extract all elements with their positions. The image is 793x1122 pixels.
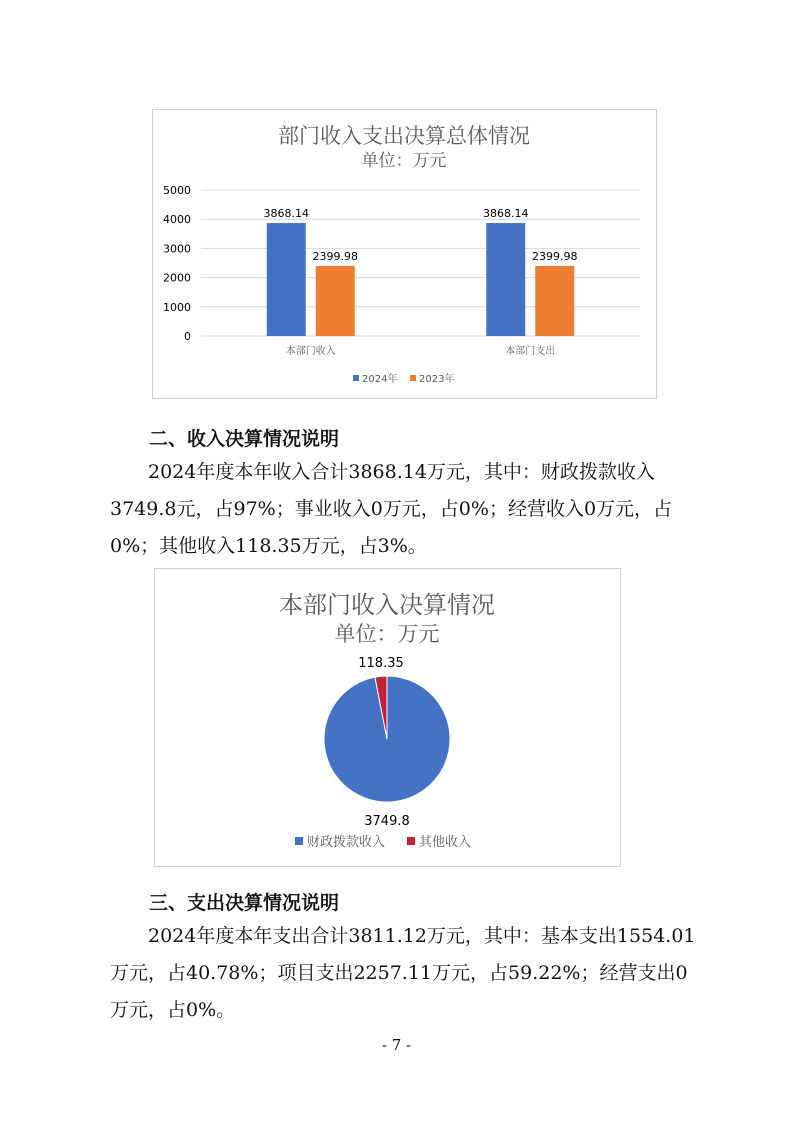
y-tick-label: 5000 xyxy=(163,184,191,197)
expense-paragraph: 2024年度本年支出合计3811.12万元，其中：基本支出1554.01万元，占40.78%；项目支出2257.11万元，占59.22%；经营支出0万元，占0%。 xyxy=(110,925,696,1021)
expense-section-heading: 三、支出决算情况说明 xyxy=(149,892,340,914)
chart-title: 部门收入支出决算总体情况 xyxy=(278,124,530,148)
legend-label: 财政拨款收入 xyxy=(307,835,386,850)
legend xyxy=(353,372,454,385)
y-axis-ticks xyxy=(163,184,191,343)
bar xyxy=(316,266,355,336)
income-breakdown-chart xyxy=(154,568,621,867)
bar xyxy=(535,266,574,336)
legend-swatch xyxy=(353,375,359,381)
x-category-label: 本部门收入 xyxy=(285,346,336,357)
income-section-heading: 二、收入决算情况说明 xyxy=(149,428,340,450)
legend-swatch xyxy=(295,837,303,845)
y-tick-label: 0 xyxy=(184,330,191,343)
pie-value-label: 3749.8 xyxy=(364,814,410,829)
x-axis-categories xyxy=(286,344,556,357)
legend-label: 其他收入 xyxy=(419,835,472,850)
bar xyxy=(486,223,525,336)
legend-label: 2023年 xyxy=(419,374,455,385)
bar-chart-svg xyxy=(153,110,656,398)
chart-subtitle: 单位：万元 xyxy=(334,622,440,646)
chart-title: 本部门收入决算情况 xyxy=(279,591,495,619)
legend-label: 2024年 xyxy=(362,374,398,385)
y-tick-label: 4000 xyxy=(163,213,191,227)
income-paragraph: 2024年度本年收入合计3868.14万元，其中：财政拨款收入3749.8元，占97%；事业收入0万元，占0%；经营收入0万元，占0%；其他收入118.35万元，占3%。 xyxy=(110,461,673,557)
bar-marks xyxy=(264,207,578,336)
legend xyxy=(295,834,471,850)
y-tick-label: 2000 xyxy=(163,271,191,285)
pie-value-label: 118.35 xyxy=(358,656,404,671)
bar-value-label: 3868.14 xyxy=(483,207,529,221)
bar-value-label: 2399.98 xyxy=(312,249,358,263)
y-tick-label: 1000 xyxy=(163,300,191,314)
x-category-label: 本部门支出 xyxy=(505,346,556,357)
y-tick-label: 3000 xyxy=(163,242,191,256)
bar xyxy=(267,223,306,336)
pie-chart-svg xyxy=(155,569,620,866)
pie-marks xyxy=(324,676,450,802)
page-number: - 7 - xyxy=(381,1036,412,1054)
income-expense-overview-chart xyxy=(152,109,657,399)
bar-value-label: 3868.14 xyxy=(263,207,309,221)
legend-swatch xyxy=(407,837,415,845)
bar-value-label: 2399.98 xyxy=(532,249,578,263)
chart-subtitle: 单位：万元 xyxy=(361,151,447,171)
legend-swatch xyxy=(410,375,416,381)
